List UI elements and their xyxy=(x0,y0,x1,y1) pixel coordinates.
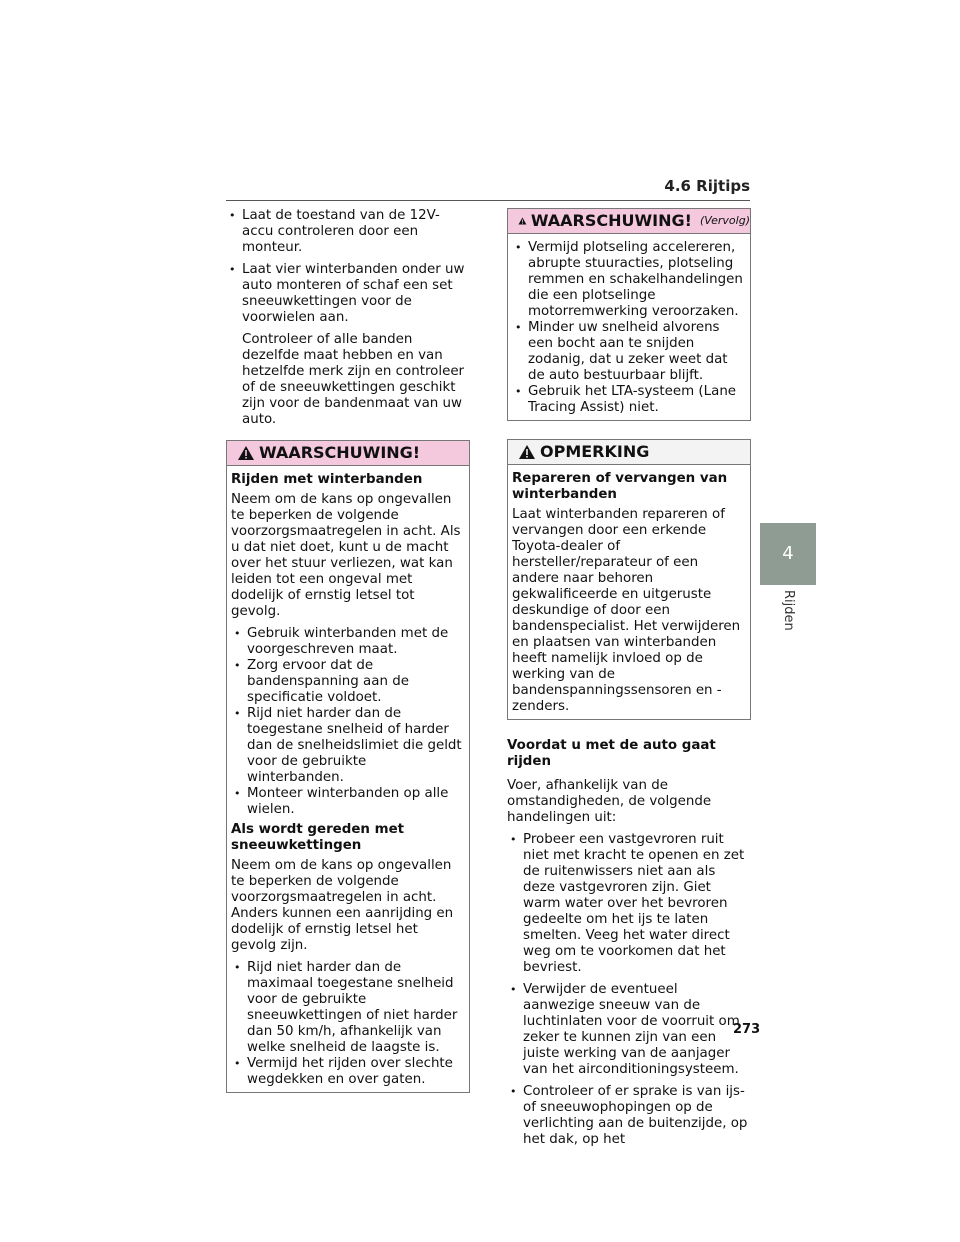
note-header xyxy=(508,440,750,465)
warning-list xyxy=(512,240,746,416)
section-title: Voordat u met de auto gaat rijden xyxy=(507,738,716,769)
chapter-tab xyxy=(760,523,816,585)
notice-icon xyxy=(518,444,536,460)
warning-body xyxy=(227,466,469,1092)
list-item: • Probeer een vastgevroren ruit niet met kracht te openen en zet de ruitenwissers niet aan als deze vastgevroren zijn. Giet warm water over het bevroren gedeelte om het ijs te laten smelten. Veeg het water direct weg om te voorkomen dat het bevriest. xyxy=(507,832,751,976)
list-item: • Controleer of er sprake is van ijs- of sneeuwophopingen op de verlichting aan de buitenzijde, op het dak, op het xyxy=(507,1084,751,1148)
page-number: 273 xyxy=(733,1022,761,1037)
warning-box xyxy=(226,440,470,1093)
list-item: • Zorg ervoor dat de bandenspanning aan de specificatie voldoet. xyxy=(231,658,465,706)
section-list xyxy=(507,832,751,1148)
section-intro: Voer, afhankelijk van de omstandigheden, de volgende handelingen uit: xyxy=(507,778,712,825)
warning-icon xyxy=(237,445,255,461)
warning-title: WAARSCHUWING! xyxy=(530,211,692,230)
note-body xyxy=(508,465,750,719)
warning-subheading: Als wordt gereden met sneeuwkettingen xyxy=(231,822,405,853)
warning-continued-box xyxy=(507,208,751,421)
list-item: • Verwijder de eventueel aanwezige sneeuw van de luchtinlaten voor de voorruit om zeker te kunnen zijn van een juiste werking van de aanjager van het airconditioningsysteem. xyxy=(507,982,751,1078)
warning-paragraph: Neem om de kans op ongevallen te beperken de volgende voorzorgsmaatregelen in acht. Anders kunnen een aanrijding en dodelijk of ernstig letsel het gevolg zijn. xyxy=(231,858,454,953)
chapter-number: 4 xyxy=(782,543,794,564)
note-title: OPMERKING xyxy=(540,442,650,461)
list-item: • Rijd niet harder dan de maximaal toegestane snelheid voor de gebruikte sneeuwkettingen of niet harder dan 50 km/h, afhankelijk van welke snelheid de laagste is. xyxy=(231,960,465,1056)
warning-icon xyxy=(518,213,527,229)
right-column xyxy=(507,208,751,1154)
list-item: • Gebruik winterbanden met de voorgeschreven maat. xyxy=(231,626,465,658)
warning-subheading: Rijden met winterbanden xyxy=(231,472,423,487)
note-subheading: Repareren of vervangen van winterbanden xyxy=(512,471,728,502)
list-item: • Minder uw snelheid alvorens een bocht aan te snijden zodanig, dat u zeker weet dat de auto bestuurbaar blijft. xyxy=(512,320,746,384)
warning-header xyxy=(227,441,469,466)
warning-paragraph: Neem om de kans op ongevallen te beperken de volgende voorzorgsmaatregelen in acht. Als u dat niet doet, kunt u de macht over het stuur verliezen, wat kan leiden tot een ongeval met dodelijk of ernstig letsel tot gevolg. xyxy=(231,492,461,619)
header-divider xyxy=(226,200,750,201)
note-paragraph: Laat winterbanden repareren of vervangen door een erkende Toyota-dealer of hersteller/reparateur of een andere naar behoren gekwalificeerde en uitgeruste deskundige of door een bandenspecialist. Het verwijderen en plaatsen van winterbanden heeft namelijk invloed op de werking van de bandenspanningssensoren en -zenders. xyxy=(512,507,741,714)
list-item: • Vermijd plotseling accelereren, abrupte stuuracties, plotseling remmen en schakelhandelingen die een plotselinge motorremwerking veroorzaken. xyxy=(512,240,746,320)
list-item: • Laat vier winterbanden onder uw auto monteren of schaf een set sneeuwkettingen voor de voorwielen aan. Controleer of alle banden dezelfde maat hebben en van hetzelfde merk zijn en controleer of de sneeuwkettingen geschikt zijn voor de bandenmaat van uw auto. xyxy=(226,262,470,428)
list-item: • Laat de toestand van de 12V-accu controleren door een monteur. xyxy=(226,208,470,256)
list-item: • Rijd niet harder dan de toegestane snelheid of harder dan de snelheidslimiet die geldt voor de gebruikte winterbanden. xyxy=(231,706,465,786)
note-box xyxy=(507,439,751,720)
warning-list xyxy=(231,960,465,1088)
left-column xyxy=(226,208,470,1111)
warning-header xyxy=(508,209,750,234)
list-item: • Gebruik het LTA-systeem (Lane Tracing Assist) niet. xyxy=(512,384,746,416)
continued-label: (Vervolg) xyxy=(699,214,750,227)
section-header-title: 4.6 Rijtips xyxy=(664,177,750,195)
intro-list xyxy=(226,208,470,428)
list-item: • Vermijd het rijden over slechte wegdekken en over gaten. xyxy=(231,1056,465,1088)
warning-list xyxy=(231,626,465,818)
chapter-label: Rijden xyxy=(781,590,796,631)
warning-title: WAARSCHUWING! xyxy=(259,443,421,462)
intro-note: Controleer of alle banden dezelfde maat hebben en van hetzelfde merk zijn en controleer of de sneeuwkettingen geschikt zijn voor de bandenmaat van uw auto. xyxy=(242,332,465,427)
list-item: • Monteer winterbanden op alle wielen. xyxy=(231,786,465,818)
warning-body xyxy=(508,234,750,420)
